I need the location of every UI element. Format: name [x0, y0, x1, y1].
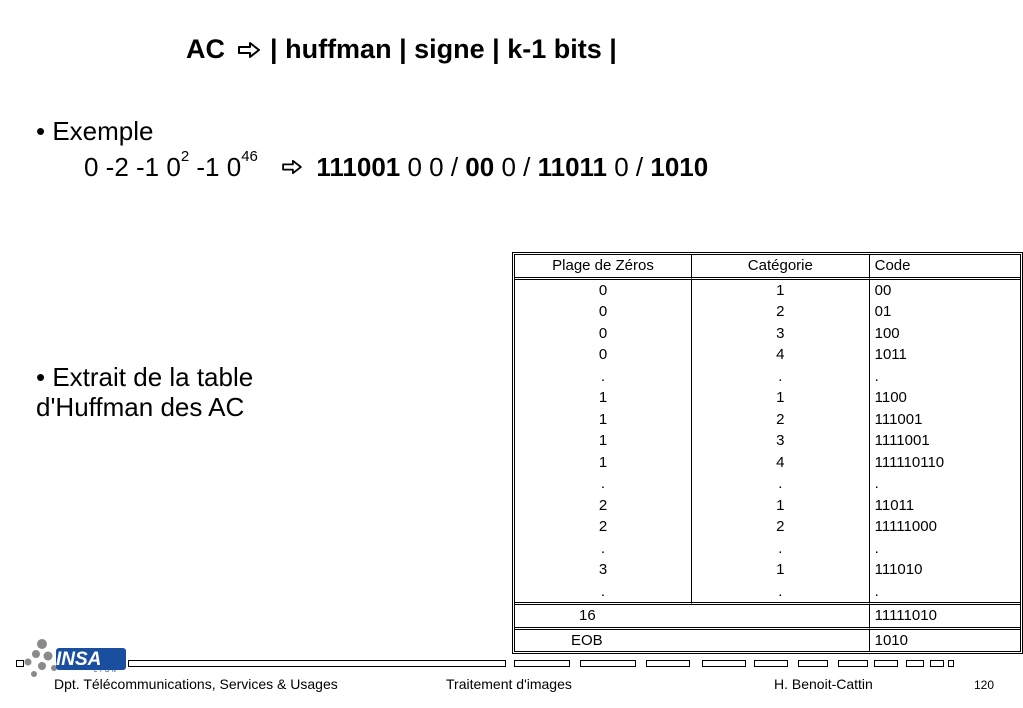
footer-bar: [754, 660, 788, 667]
footer-bar: [646, 660, 690, 667]
cell-plage: 0: [515, 280, 692, 302]
footer-bar: [798, 660, 828, 667]
footer-bar: [874, 660, 898, 667]
cell-categorie: 4: [692, 452, 870, 474]
bullet-extrait-line2: d'Huffman des AC: [36, 392, 245, 422]
table-row: [515, 344, 1020, 366]
insa-logo-subtext: LYON: [94, 668, 118, 674]
cell-special-label: EOB: [515, 630, 870, 652]
code-segment-bold: 00: [465, 152, 495, 182]
cell-code: 111110110: [874, 453, 945, 471]
table-row: [515, 559, 1020, 581]
sequence-exp-2: 46: [241, 148, 258, 165]
cell-code: 01: [874, 303, 892, 320]
cell-plage: 0: [515, 344, 692, 366]
table-row: [515, 301, 1020, 323]
table-row: [515, 387, 1020, 409]
cell-code: 100: [874, 324, 900, 342]
table-row: [515, 323, 1020, 345]
code-segment-bold: 1010: [650, 152, 709, 182]
cell-code: 111010: [874, 561, 923, 578]
cell-special-label: 16: [515, 605, 870, 630]
cell-code: 11111000: [874, 518, 937, 535]
slide-title: [186, 34, 617, 65]
table-row: [515, 280, 1020, 302]
cell-plage: 3: [515, 559, 692, 581]
example-line: [84, 148, 709, 183]
right-arrow-icon: [237, 41, 261, 59]
table-row: [515, 366, 1020, 388]
cell-code: 111001: [874, 410, 923, 428]
footer-bar: [128, 660, 506, 667]
cell-special-code: 1010: [874, 631, 908, 649]
table-row: [515, 495, 1020, 517]
cell-categorie: 2: [692, 409, 870, 431]
table-row: [515, 581, 1020, 606]
cell-plage: 1: [515, 387, 692, 409]
cell-code: 1111001: [874, 432, 930, 449]
cell-categorie: .: [692, 581, 870, 606]
insa-logo-text: INSA: [56, 649, 102, 670]
cell-plage: .: [515, 581, 692, 606]
cell-categorie: .: [692, 366, 870, 388]
footer-bar: [838, 660, 868, 667]
cell-plage: 2: [515, 516, 692, 538]
footer-department: Dpt. Télécommunications, Services & Usages: [54, 676, 338, 692]
table-row: [515, 538, 1020, 560]
cell-categorie: 1: [692, 280, 870, 302]
cell-categorie: 4: [692, 344, 870, 366]
cell-plage: .: [515, 366, 692, 388]
cell-categorie: 1: [692, 387, 870, 409]
bullet-extrait-line1: • Extrait de la table: [36, 362, 254, 392]
header-code: Code: [870, 255, 1020, 280]
cell-categorie: .: [692, 473, 870, 495]
table-row: [515, 452, 1020, 474]
sequence-exp-1: 2: [180, 148, 190, 165]
cell-code: .: [874, 367, 879, 385]
cell-plage: 1: [515, 409, 692, 431]
header-categorie: Catégorie: [692, 255, 870, 280]
bullet-exemple: • Exemple: [36, 116, 154, 146]
cell-plage: .: [515, 473, 692, 495]
cell-code: .: [870, 581, 1020, 606]
cell-categorie: 3: [692, 430, 870, 452]
header-plage-de-zeros: Plage de Zéros: [515, 255, 692, 280]
table-header-row: [515, 255, 1020, 280]
cell-code: 1011: [874, 346, 907, 363]
table-row: [515, 409, 1020, 431]
cell-code: 11011: [874, 496, 915, 514]
code-segment-bold: 11011: [537, 152, 608, 182]
cell-categorie: 3: [692, 323, 870, 345]
footer-bar: [930, 660, 944, 667]
cell-plage: 1: [515, 430, 692, 452]
cell-code: .: [874, 539, 879, 557]
cell-categorie: 1: [692, 495, 870, 517]
footer-course: Traitement d'images: [446, 676, 572, 692]
code-segment-bold: 111001: [316, 152, 401, 182]
cell-code: .: [874, 475, 879, 492]
title-ac: AC: [186, 34, 225, 64]
cell-plage: 0: [515, 323, 692, 345]
code-separator: 0 0 /: [400, 152, 466, 182]
table-row: [515, 430, 1020, 452]
cell-categorie: 2: [692, 301, 870, 323]
cell-categorie: 2: [692, 516, 870, 538]
cell-categorie: 1: [692, 559, 870, 581]
bullet-extrait: [36, 362, 253, 422]
table-row: [515, 516, 1020, 538]
footer-bar: [514, 660, 570, 667]
cell-special-code: 11111010: [870, 605, 1020, 630]
cell-plage: 1: [515, 452, 692, 474]
footer-bar: [906, 660, 924, 667]
page-number: 120: [974, 678, 995, 692]
footer-bar: [16, 660, 24, 667]
table-special-row: [515, 630, 1020, 652]
code-separator: 0 /: [607, 152, 651, 182]
cell-plage: 0: [515, 301, 692, 323]
code-separator: 0 /: [494, 152, 538, 182]
right-arrow-icon: [281, 159, 303, 175]
cell-code: 1100: [874, 389, 907, 406]
table-row: [515, 473, 1020, 495]
footer-author: H. Benoit-Cattin: [774, 676, 873, 692]
footer-bar: [948, 660, 954, 667]
footer-bar: [580, 660, 636, 667]
cell-plage: .: [515, 538, 692, 560]
cell-plage: 2: [515, 495, 692, 517]
sequence-a: 0 -2 -1 0: [84, 152, 181, 182]
title-rest: | huffman | signe | k-1 bits |: [270, 34, 617, 64]
table-special-row: [515, 605, 1020, 630]
huffman-ac-table: [512, 252, 1023, 654]
cell-categorie: .: [692, 538, 870, 560]
sequence-b: -1 0: [189, 152, 242, 182]
encoded-result: [316, 152, 708, 182]
cell-code: 00: [874, 281, 892, 299]
footer-bar: [702, 660, 746, 667]
